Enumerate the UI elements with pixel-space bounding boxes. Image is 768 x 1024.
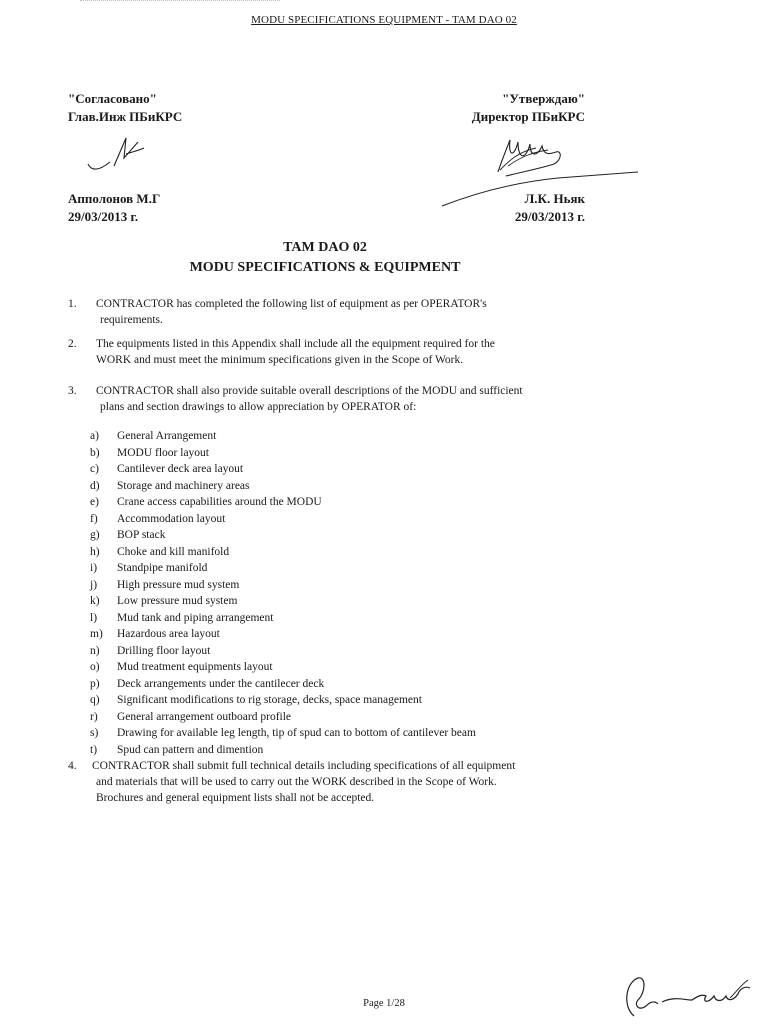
list-item	[68, 336, 568, 370]
sub-item-letter: r)	[90, 710, 98, 723]
sub-item-text: Choke and kill manifold	[117, 545, 230, 558]
sub-item-text: BOP stack	[117, 529, 166, 541]
sub-item-letter: g)	[90, 529, 100, 541]
sub-item-text: Cantilever deck area layout	[117, 463, 244, 475]
sub-list-item	[90, 692, 476, 709]
approval-left-role: Глав.Инж ПБиКРС	[68, 109, 183, 124]
sub-item-letter: f)	[90, 512, 98, 525]
sub-item-letter: b)	[90, 446, 100, 459]
sub-item-text: Spud can pattern and dimention	[117, 743, 264, 756]
page-number: Page 1/28	[363, 998, 405, 1009]
sub-list-item	[90, 643, 476, 660]
sub-list	[90, 428, 476, 758]
sub-list-item	[90, 659, 476, 676]
list-item	[68, 383, 568, 417]
sub-item-letter: l)	[90, 611, 98, 624]
sub-list-item	[90, 709, 476, 726]
sub-item-letter: c)	[90, 463, 99, 475]
sub-item-letter: q)	[90, 694, 100, 706]
sub-list-item	[90, 544, 476, 561]
sub-item-text: Drilling floor layout	[117, 644, 211, 657]
sub-item-letter: j)	[90, 578, 98, 591]
sub-list-item	[90, 428, 476, 445]
item-text: The equipments listed in this Appendix shall include all the equipment required for the	[96, 338, 495, 350]
sub-list-item	[90, 742, 476, 759]
item-text: CONTRACTOR shall submit full technical details including specifications of all equipment	[92, 760, 516, 772]
sub-item-letter: k)	[90, 595, 100, 607]
header-title: MODU SPECIFICATIONS EQUIPMENT - TAM DAO 02	[251, 14, 517, 26]
signature-left	[80, 128, 160, 178]
sub-item-text: Significant modifications to rig storage, decks, space management	[117, 694, 422, 706]
sub-item-letter: o)	[90, 661, 100, 673]
approval-left-name: Апполонов М.Г	[68, 191, 161, 206]
sub-list-item	[90, 577, 476, 594]
list-item	[68, 758, 568, 810]
item-number: 4.	[68, 760, 77, 772]
sub-item-text: General Arrangement	[117, 430, 217, 442]
item-text: CONTRACTOR has completed the following list of equipment as per OPERATOR's	[96, 298, 487, 310]
sub-list-item	[90, 511, 476, 528]
sub-item-text: Mud tank and piping arrangement	[117, 611, 274, 624]
sub-item-text: Drawing for available leg length, tip of spud can to bottom of cantilever beam	[117, 727, 476, 739]
sub-item-letter: d)	[90, 479, 100, 492]
sub-item-letter: i)	[90, 562, 98, 574]
approval-right	[440, 90, 585, 126]
sub-item-text: Accommodation layout	[117, 512, 226, 525]
top-divider	[80, 0, 280, 1]
item-text: WORK and must meet the minimum specifications given in the Scope of Work.	[96, 354, 464, 366]
item-text: requirements.	[100, 314, 163, 326]
sub-item-text: MODU floor layout	[117, 446, 209, 459]
item-number: 1.	[68, 298, 77, 310]
sub-item-letter: m)	[90, 628, 103, 640]
approval-left-quote: "Согласовано"	[68, 91, 157, 106]
item-text: Brochures and general equipment lists shall not be accepted.	[96, 792, 375, 804]
approval-left	[68, 90, 182, 126]
sub-list-item	[90, 527, 476, 544]
sub-item-letter: e)	[90, 496, 99, 508]
sub-list-item	[90, 725, 476, 742]
sub-list-item	[90, 461, 476, 478]
document-title-line1: TAM DAO 02	[283, 240, 367, 255]
approval-right-date: 29/03/2013 г.	[514, 209, 585, 224]
sub-item-letter: a)	[90, 430, 99, 442]
document-title	[0, 238, 650, 278]
item-text: CONTRACTOR shall also provide suitable overall descriptions of the MODU and sufficient	[96, 385, 523, 397]
sub-list-item	[90, 494, 476, 511]
list-item	[68, 296, 568, 330]
approval-right-name: Л.К. Ньяк	[524, 191, 585, 206]
sub-item-letter: n)	[90, 644, 100, 657]
signature-right	[438, 130, 648, 212]
sub-list-item	[90, 676, 476, 693]
item-text: and materials that will be used to carry out the WORK described in the Scope of Work.	[96, 776, 497, 788]
approval-left-date: 29/03/2013 г.	[68, 209, 139, 224]
sub-item-text: Storage and machinery areas	[117, 479, 250, 492]
sub-item-text: Mud treatment equipments layout	[117, 661, 273, 673]
item-text: plans and section drawings to allow appreciation by OPERATOR of:	[100, 401, 417, 413]
sub-item-letter: t)	[90, 743, 98, 756]
document-title-line2: MODU SPECIFICATIONS & EQUIPMENT	[189, 260, 461, 275]
sub-list-item	[90, 626, 476, 643]
approval-right-role: Директор ПБиКРС	[471, 109, 585, 124]
sub-item-text: Standpipe manifold	[117, 562, 208, 574]
sub-item-text: Hazardous area layout	[117, 628, 220, 640]
handwritten-initials	[612, 966, 762, 1022]
sub-list-item	[90, 445, 476, 462]
sub-item-letter: p)	[90, 677, 100, 690]
sub-item-letter: s)	[90, 727, 99, 739]
sub-list-item	[90, 593, 476, 610]
sub-item-text: General arrangement outboard profile	[117, 710, 292, 723]
sub-item-text: Crane access capabilities around the MODU	[117, 496, 322, 508]
sub-item-text: Low pressure mud system	[117, 595, 238, 607]
sub-item-text: Deck arrangements under the cantilecer deck	[117, 677, 325, 690]
sub-list-item	[90, 478, 476, 495]
sub-item-text: High pressure mud system	[117, 578, 240, 591]
sub-list-item	[90, 560, 476, 577]
approval-right-quote: "Утверждаю"	[502, 91, 585, 106]
item-number: 2.	[68, 338, 77, 350]
approval-left-signer	[68, 190, 160, 226]
item-number: 3.	[68, 385, 77, 397]
sub-list-item	[90, 610, 476, 627]
sub-item-letter: h)	[90, 545, 100, 558]
